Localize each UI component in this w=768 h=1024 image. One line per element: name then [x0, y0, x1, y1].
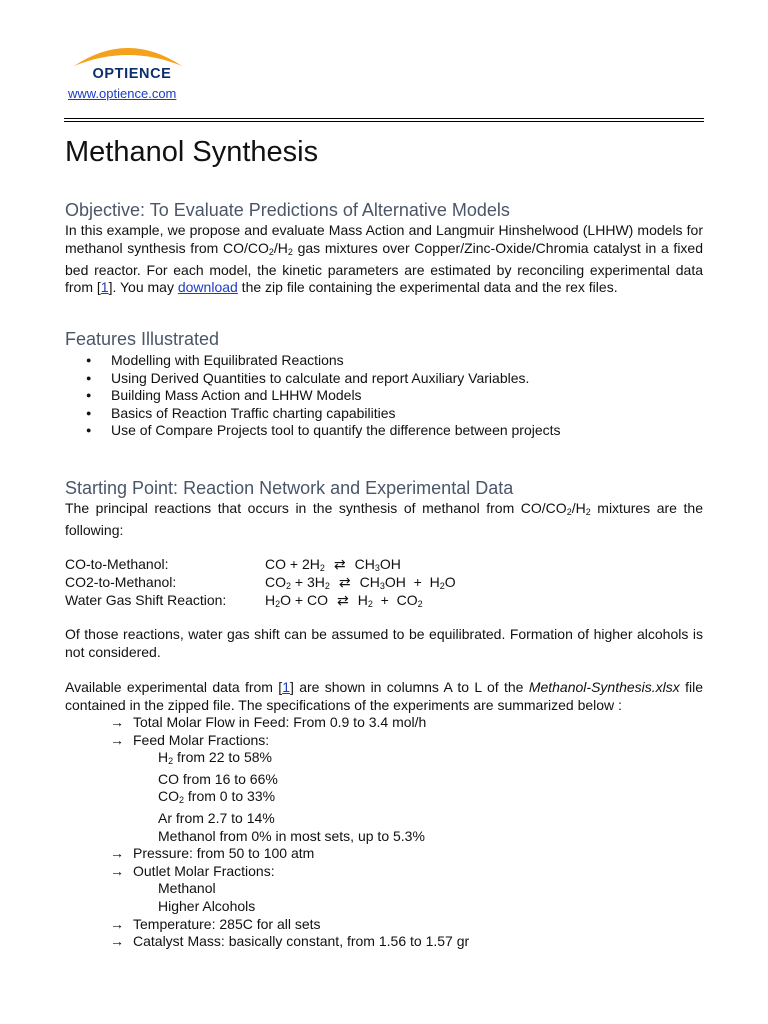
list-item: → Catalyst Mass: basically constant, from 1.56 to 1.57 gr [110, 933, 470, 950]
arrow-icon: → [110, 933, 124, 950]
specifications-list [110, 714, 469, 951]
arrow-icon: → [110, 714, 124, 730]
features-heading: Features Illustrated [65, 329, 220, 349]
list-item: ● Using Derived Quantities to calculate and report Auxiliary Variables. [84, 370, 561, 388]
list-item: Higher Alcohols [158, 897, 256, 914]
list-item: Methanol [158, 880, 216, 897]
starting-point-heading: Starting Point: Reaction Network and Experimental Data [65, 478, 514, 498]
features-list [84, 352, 561, 440]
list-item: → Feed Molar Fractions: [110, 731, 270, 748]
website-link[interactable]: www.optience.com [68, 86, 177, 101]
reaction-name: CO2-to-Methanol: [65, 574, 177, 590]
reference-link[interactable]: 1 [100, 279, 109, 296]
objective-heading: Objective: To Evaluate Predictions of Alternative Models [65, 200, 510, 220]
download-link[interactable]: download [177, 279, 238, 296]
objective-paragraph: In this example, we propose and evaluate Mass Action and Langmuir Hinshelwood (LHHW) models for methanol synthesis from $CO/CO_2/H_2$ gas mixtures over Copper/Zinc-Oxide/Chromia catalyst in a fixed bed reactor. For each model, the kinetic parameters are estimated by reconciling experimental data from [1]. You may download the zip file containing the experimental data and the rex files. [65, 222, 703, 296]
header-divider [64, 118, 704, 119]
arrow-icon: → [110, 731, 124, 748]
reaction-equation: $CO_2 + 3H_2$ ⇄ $CH_3OH + H_2O$ [265, 574, 456, 591]
list-item: ● Modelling with Equilibrated Reactions [84, 352, 561, 370]
page-title: Methanol Synthesis [65, 136, 319, 168]
arrow-icon: → [110, 862, 124, 879]
reaction-equation: CO + $2H_2$ ⇄ $CH_3OH$ [265, 556, 401, 573]
reaction-name: Water Gas Shift Reaction: [65, 592, 227, 608]
equilibrium-arrow-icon: ⇄ [338, 574, 351, 590]
reference-link[interactable]: 1 [282, 679, 290, 695]
reaction-name: CO-to-Methanol: [65, 556, 169, 572]
equilibrium-arrow-icon: ⇄ [333, 556, 346, 572]
optience-logo [66, 38, 190, 88]
equilibrium-arrow-icon: ⇄ [337, 592, 349, 608]
reactions-intro: The principal reactions that occurs in the synthesis of methanol from $CO/CO_2/H_2$ mixtures are the following: [65, 500, 703, 538]
list-item: → Temperature: 285C for all sets [110, 915, 321, 932]
list-item: ● Building Mass Action and LHHW Models [84, 387, 561, 405]
list-item: ● Use of Compare Projects tool to quantify the difference between projects [84, 422, 561, 440]
list-item: $CO_2$ from 0 to 33% [158, 788, 276, 806]
list-item: → Outlet Molar Fractions: [110, 862, 275, 879]
list-item: Methanol from 0% in most sets, up to 5.3% [158, 827, 425, 844]
arrow-icon: → [110, 915, 124, 932]
reaction-equation: $H_2O$ + CO ⇄ $H_2 + CO_2$ [265, 592, 423, 609]
data-paragraph: Available experimental data from [1] are shown in columns A to L of the Methanol-Synthesis.xlsx file contained in the zipped file. The specifications of the experiments are summarized below : [65, 679, 703, 713]
list-item: Ar from 2.7 to 14% [158, 809, 275, 826]
list-item: ● Basics of Reaction Traffic charting capabilities [84, 405, 561, 423]
list-item: → Pressure: from 50 to 100 atm [110, 845, 315, 862]
file-name: Methanol-Synthesis.xlsx [528, 679, 680, 695]
logo-text: OPTIENCE [92, 66, 172, 82]
header-divider-2 [64, 121, 704, 122]
list-item: → Total Molar Flow in Feed: From 0.9 to 3.4 mol/h [110, 714, 427, 730]
arc-icon [70, 38, 186, 68]
list-item: CO from 16 to 66% [158, 770, 278, 787]
equilibrium-note: Of those reactions, water gas shift can be assumed to be equilibrated. Formation of higher alcohols is not considered. [65, 626, 703, 660]
list-item: $H_2$ from 22 to 58% [158, 749, 272, 767]
arrow-icon: → [110, 845, 124, 862]
